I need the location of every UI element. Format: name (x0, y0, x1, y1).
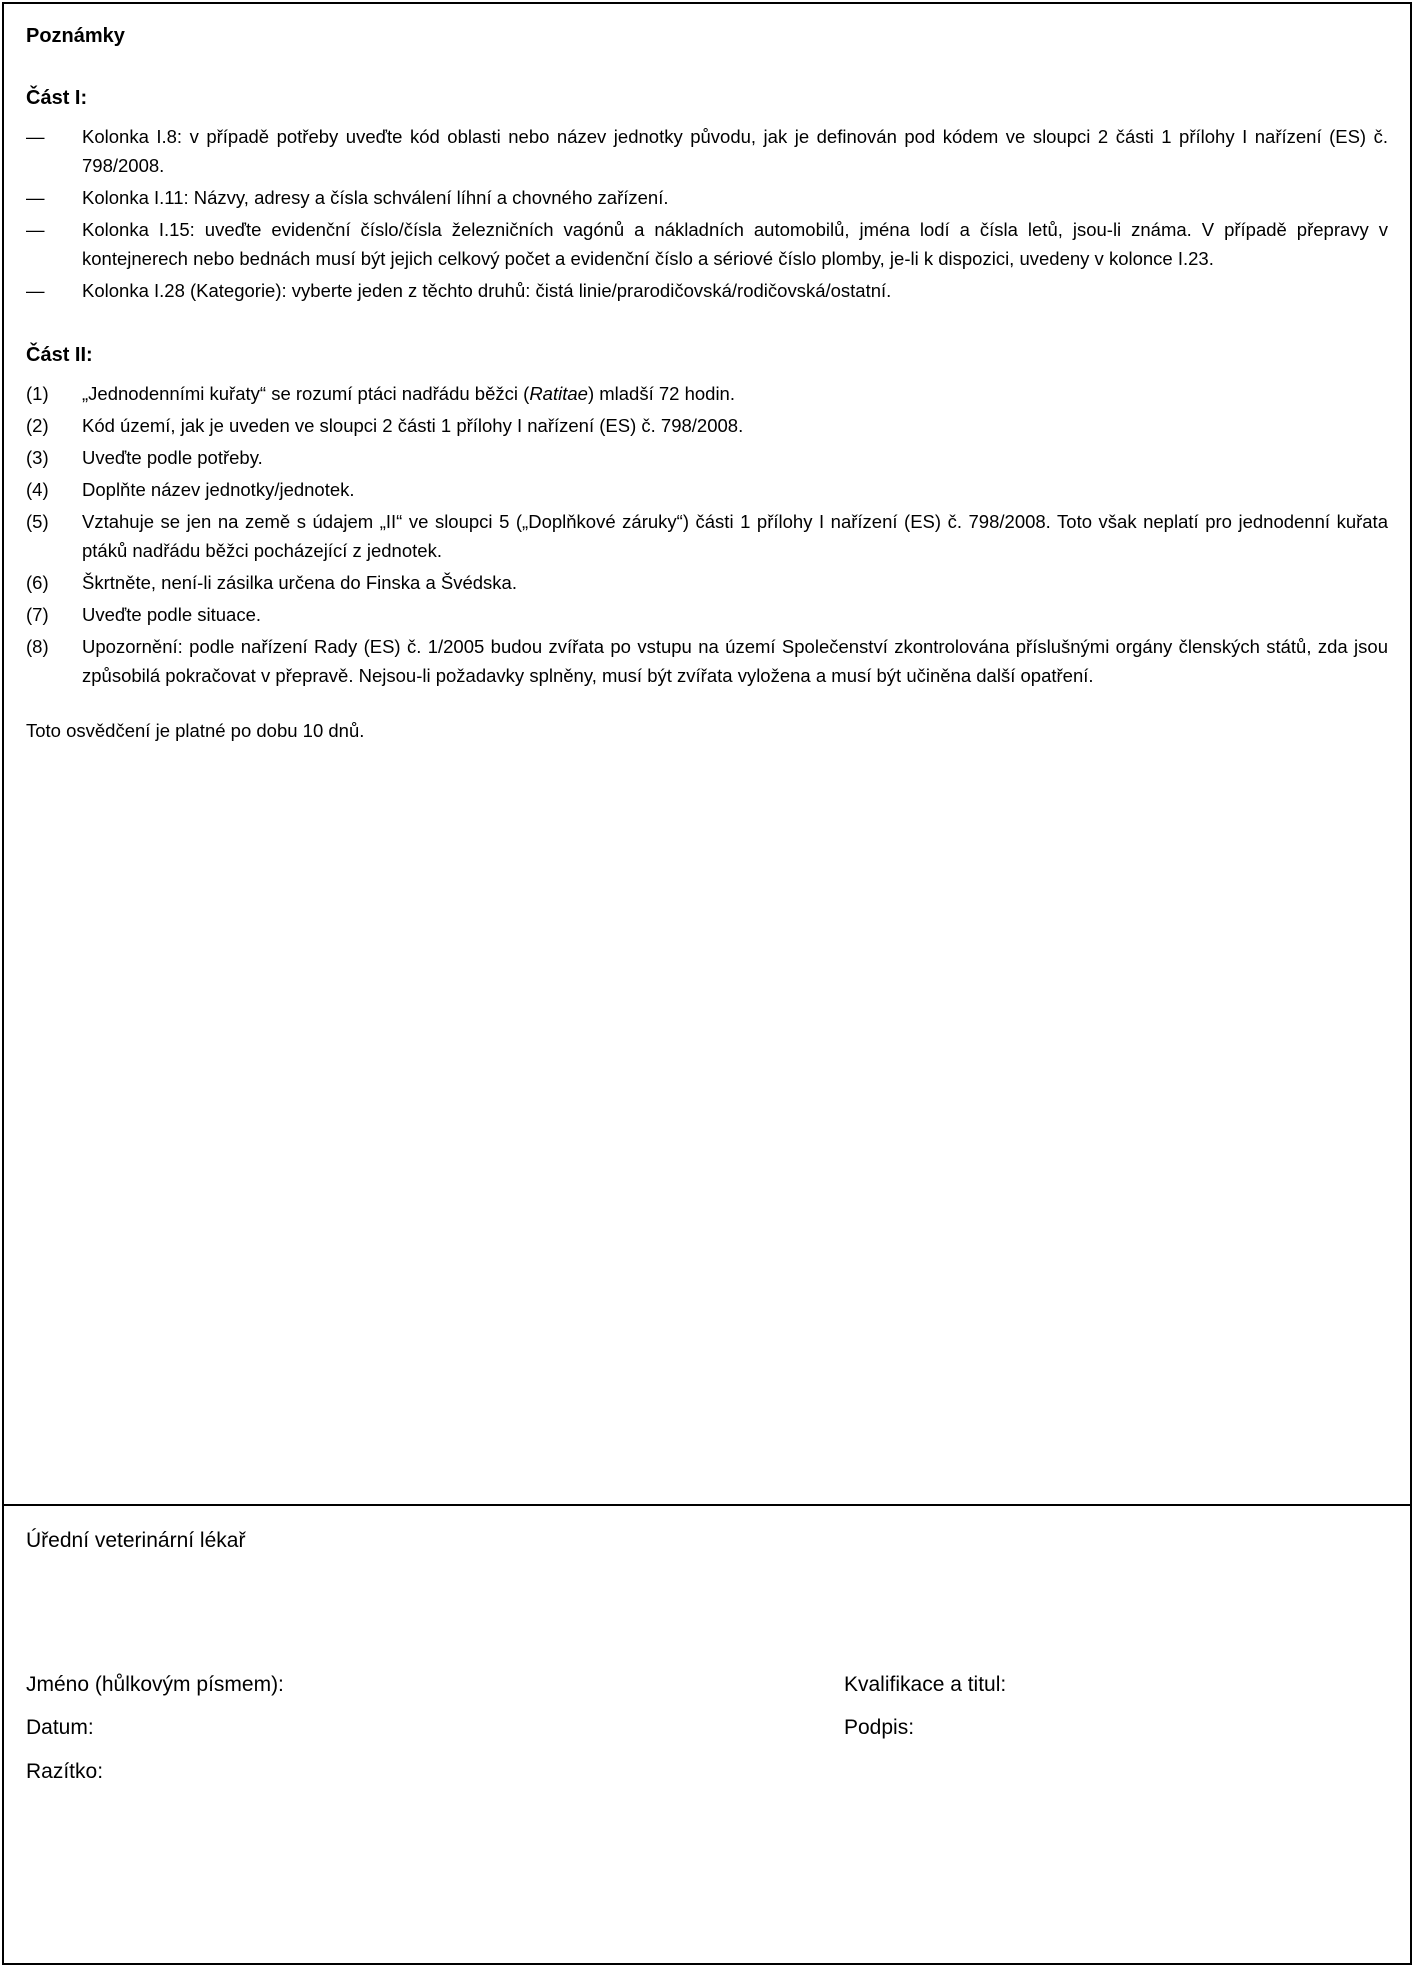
list-item (26, 215, 1388, 273)
part1-list (26, 122, 1388, 305)
list-marker: (4) (26, 479, 49, 500)
list-marker: (3) (26, 447, 49, 468)
list-marker: — (26, 219, 45, 240)
notes-title: Poznámky (26, 25, 125, 47)
list-item-text: Uveďte podle potřeby. (82, 447, 263, 468)
italic-term: Ratitae (529, 383, 588, 404)
list-item (26, 568, 1388, 597)
list-item (26, 632, 1388, 690)
vet-section-title: Úřední veterinární lékař (26, 1529, 246, 1552)
list-marker: (2) (26, 415, 49, 436)
list-item (26, 443, 1388, 472)
list-item (26, 379, 1388, 408)
list-marker: — (26, 280, 45, 301)
list-marker: — (26, 126, 45, 147)
list-marker: (7) (26, 604, 49, 625)
list-item (26, 276, 1388, 305)
list-item-text: Kolonka I.28 (Kategorie): vyberte jeden z těchto druhů: čistá linie/prarodičovská/rodičovská/ostatní. (82, 280, 892, 301)
part2-heading: Část II: (26, 344, 93, 366)
notes-section (4, 4, 1410, 1506)
list-item-text: Doplňte název jednotky/jednotek. (82, 479, 355, 500)
list-item-text: Kolonka I.11: Názvy, adresy a čísla schválení líhní a chovného zařízení. (82, 187, 669, 208)
list-item (26, 122, 1388, 180)
text-segment: ) mladší 72 hodin. (587, 383, 735, 404)
list-item-text: Kolonka I.8: v případě potřeby uveďte kód oblasti nebo název jednotky původu, jak je definován pod kódem ve sloupci 2 části 1 přílohy I nařízení (ES) č. 798/2008. (82, 126, 1388, 176)
qualification-field-label: Kvalifikace a titul: (844, 1673, 1007, 1696)
vet-fields (26, 1672, 1388, 1872)
date-field-label: Datum: (26, 1716, 94, 1739)
signature-field-label: Podpis: (844, 1716, 915, 1739)
list-item-text: Kód území, jak je uveden ve sloupci 2 části 1 přílohy I nařízení (ES) č. 798/2008. (82, 415, 744, 436)
list-marker: (8) (26, 636, 49, 657)
list-item (26, 507, 1388, 565)
list-item (26, 475, 1388, 504)
list-item (26, 183, 1388, 212)
stamp-field-label: Razítko: (26, 1760, 104, 1783)
list-item (26, 600, 1388, 629)
list-item-text: Uveďte podle situace. (82, 604, 262, 625)
list-item-text: Vztahuje se jen na země s údajem „II“ ve sloupci 5 („Doplňkové záruky“) části 1 přílohy I nařízení (ES) č. 798/2008. Toto však neplatí pro jednodenní kuřata ptáků nadřádu běžci pocházející z jednotek. (82, 511, 1388, 561)
text-segment: „Jednodenními kuřaty“ se rozumí ptáci nadřádu běžci ( (82, 383, 530, 404)
list-marker: (6) (26, 572, 49, 593)
part2-list (26, 379, 1388, 690)
part1-heading: Část I: (26, 87, 88, 109)
list-marker: — (26, 187, 45, 208)
list-item-text: Upozornění: podle nařízení Rady (ES) č. 1/2005 budou zvířata po vstupu na území Společenství zkontrolována příslušnými orgány členských států, zda jsou způsobilá pokračovat v přepravě. Nejsou-li požadavky splněny, musí být zvířata vyložena a musí být učiněna další opatření. (82, 636, 1388, 686)
name-field-label: Jméno (hůlkovým písmem): (26, 1673, 284, 1696)
list-marker: (1) (26, 383, 49, 404)
list-marker: (5) (26, 511, 49, 532)
validity-statement: Toto osvědčení je platné po dobu 10 dnů. (26, 720, 365, 741)
list-item-text (82, 379, 1388, 408)
list-item (26, 411, 1388, 440)
list-item-text: Škrtněte, není-li zásilka určena do Finska a Švédska. (82, 572, 517, 593)
list-item-text: Kolonka I.15: uveďte evidenční číslo/čísla železničních vagónů a nákladních automobilů, jména lodí a čísla letů, jsou-li známa. V případě přepravy v kontejnerech nebo bednách musí být jejich celkový počet a evidenční číslo a sériové číslo plomby, je-li k dispozici, uvedeny v kolonce I.23. (82, 219, 1388, 269)
certificate-frame (2, 2, 1412, 1965)
official-vet-section (4, 1506, 1410, 1963)
